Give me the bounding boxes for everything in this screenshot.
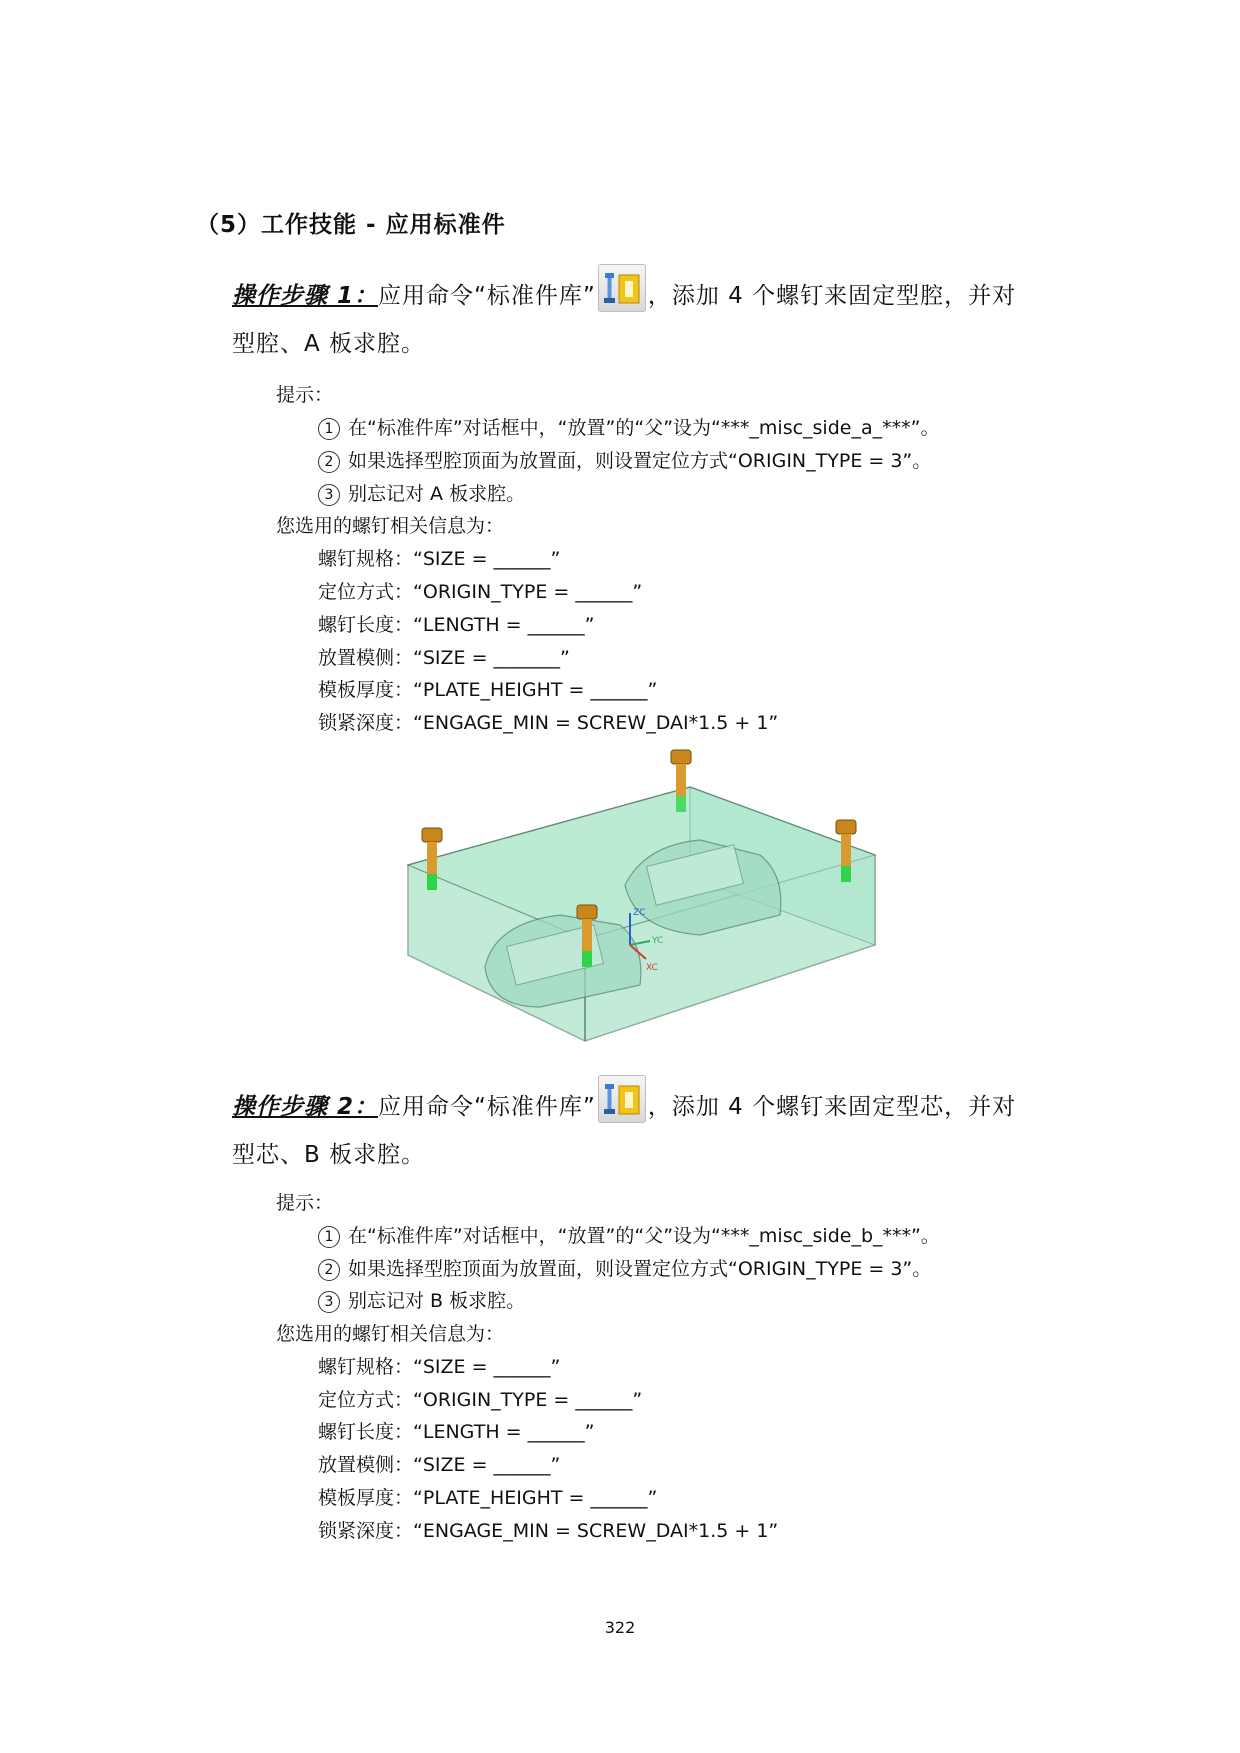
step-1-hint: 1 在“标准件库”对话框中，“放置”的“父”设为“***_misc_side_a_***”。 <box>318 413 939 440</box>
standard-parts-library-icon <box>598 1075 646 1123</box>
standard-parts-library-icon <box>598 264 646 312</box>
step-1-hint: 2 如果选择型腔顶面为放置面，则设置定位方式“ORIGIN_TYPE = 3”。 <box>318 446 931 473</box>
axis-label-xc: XC <box>646 963 658 973</box>
step-1-info-row: 锁紧深度：“ENGAGE_MIN = SCREW_DAI*1.5 + 1” <box>318 712 779 734</box>
step-2-info-row: 模板厚度：“PLATE_HEIGHT = ______” <box>318 1487 658 1509</box>
step-2-hint: 3 别忘记对 B 板求腔。 <box>318 1286 525 1313</box>
step-1-info-label: 您选用的螺钉相关信息为： <box>276 515 505 537</box>
step-1-info-row: 模板厚度：“PLATE_HEIGHT = ______” <box>318 679 658 701</box>
step-1-hint: 3 别忘记对 A 板求腔。 <box>318 479 525 506</box>
step-2-label: 操作步骤 2： <box>232 1094 379 1120</box>
step-1-instruction <box>232 264 1062 368</box>
step-1-hint-label: 提示： <box>276 384 334 406</box>
step-2-info-label: 您选用的螺钉相关信息为： <box>276 1323 505 1345</box>
step-1-text-b: ，添加 4 个螺钉来固定型腔，并对 <box>647 283 1017 309</box>
step-2-info-row: 螺钉规格：“SIZE = ______” <box>318 1356 561 1378</box>
step-1-text-line2: 型腔、A 板求腔。 <box>232 331 426 357</box>
step-2-instruction <box>232 1075 1062 1179</box>
step-1-info-row: 放置模侧：“SIZE = _______” <box>318 647 570 669</box>
axis-label-zc: ZC <box>633 908 646 918</box>
step-2-info-row: 定位方式：“ORIGIN_TYPE = ______” <box>318 1389 643 1411</box>
step-2-hint-label: 提示： <box>276 1192 334 1214</box>
step-2-info-row: 锁紧深度：“ENGAGE_MIN = SCREW_DAI*1.5 + 1” <box>318 1520 779 1542</box>
step-2-text-a: 应用命令“标准件库” <box>378 1094 596 1120</box>
step-1-label: 操作步骤 1： <box>232 283 379 309</box>
step-2-hint: 1 在“标准件库”对话框中，“放置”的“父”设为“***_misc_side_b_***”。 <box>318 1221 940 1248</box>
step-2-info-row: 放置模侧：“SIZE = ______” <box>318 1454 561 1476</box>
step-1-info-row: 定位方式：“ORIGIN_TYPE = ______” <box>318 581 643 603</box>
step-2-text-b: ，添加 4 个螺钉来固定型芯，并对 <box>647 1094 1017 1120</box>
step-1-info-row: 螺钉长度：“LENGTH = ______” <box>318 614 595 636</box>
axis-label-yc: YC <box>652 936 664 946</box>
section-title: （5）工作技能 - 应用标准件 <box>196 212 506 238</box>
page-number: 322 <box>604 1618 636 1637</box>
step-2-text-line2: 型芯、B 板求腔。 <box>232 1142 426 1168</box>
step-2-hint: 2 如果选择型腔顶面为放置面，则设置定位方式“ORIGIN_TYPE = 3”。 <box>318 1254 931 1281</box>
step-2-info-row: 螺钉长度：“LENGTH = ______” <box>318 1421 595 1443</box>
mold-assembly-figure <box>400 745 880 1050</box>
step-1-info-row: 螺钉规格：“SIZE = ______” <box>318 548 561 570</box>
step-1-text-a: 应用命令“标准件库” <box>378 283 596 309</box>
